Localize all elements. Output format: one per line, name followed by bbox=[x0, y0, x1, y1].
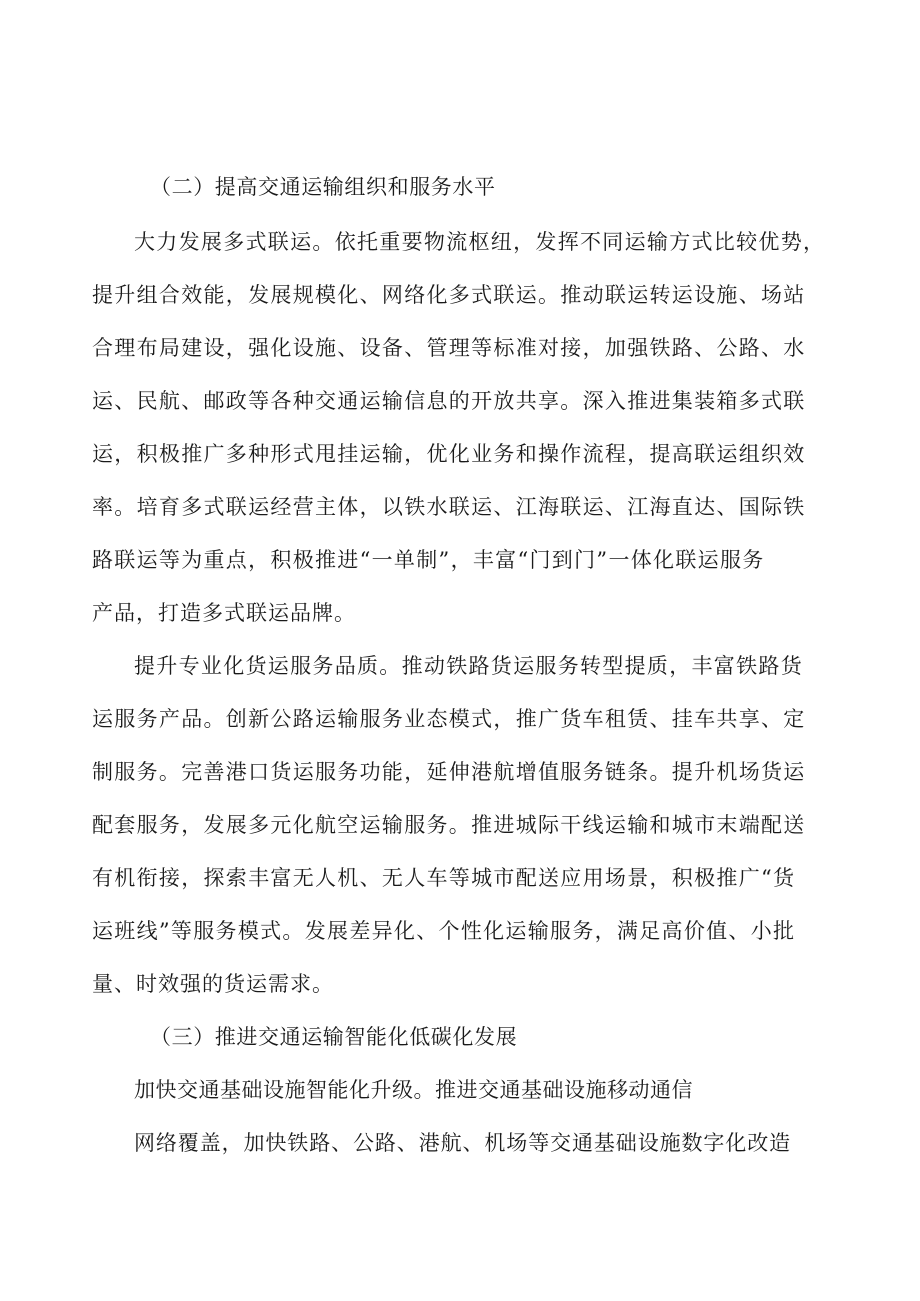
paragraph-line: 量、时效强的货运需求。 bbox=[92, 972, 334, 996]
paragraph-line: 网络覆盖，加快铁路、公路、港航、机场等交通基础设施数字化改造 bbox=[134, 1131, 791, 1155]
paragraph-line: 路联运等为重点，积极推进“一单制”，丰富“门到门”一体化联运服务 bbox=[92, 548, 765, 572]
paragraph-line: 运服务产品。创新公路运输服务业态模式，推广货车租赁、挂车共享、定 bbox=[92, 707, 806, 731]
paragraph-line: 有机衔接，探索丰富无人机、无人车等城市配送应用场景，积极推广“货 bbox=[92, 866, 796, 890]
paragraph-line: 率。培育多式联运经营主体，以铁水联运、江海联运、江海直达、国际铁 bbox=[92, 495, 806, 519]
paragraph-line: 运、民航、邮政等各种交通运输信息的开放共享。深入推进集装箱多式联 bbox=[92, 389, 806, 413]
section-3-heading: （三）推进交通运输智能化低碳化发展 bbox=[150, 1025, 518, 1049]
paragraph-line: 加快交通基础设施智能化升级。推进交通基础设施移动通信 bbox=[134, 1078, 693, 1102]
paragraph-line: 运，积极推广多种形式甩挂运输，优化业务和操作流程，提高联运组织效 bbox=[92, 442, 806, 466]
section-2-heading: （二）提高交通运输组织和服务水平 bbox=[150, 175, 496, 199]
paragraph-line: 提升专业化货运服务品质。推动铁路货运服务转型提质，丰富铁路货 bbox=[134, 654, 803, 678]
paragraph-line: 产品，打造多式联运品牌。 bbox=[92, 601, 356, 625]
paragraph-line: 合理布局建设，强化设施、设备、管理等标准对接，加强铁路、公路、水 bbox=[92, 336, 806, 360]
paragraph-line: 提升组合效能，发展规模化、网络化多式联运。推动联运转运设施、场站 bbox=[92, 283, 806, 307]
paragraph-line: 配套服务，发展多元化航空运输服务。推进城际干线运输和城市末端配送 bbox=[92, 813, 806, 837]
paragraph-line: 制服务。完善港口货运服务功能，延伸港航增值服务链条。提升机场货运 bbox=[92, 760, 806, 784]
paragraph-line: 运班线”等服务模式。发展差异化、个性化运输服务，满足高价值、小批 bbox=[92, 919, 796, 943]
paragraph-line: 大力发展多式联运。依托重要物流枢纽，发挥不同运输方式比较优势， bbox=[134, 230, 826, 254]
